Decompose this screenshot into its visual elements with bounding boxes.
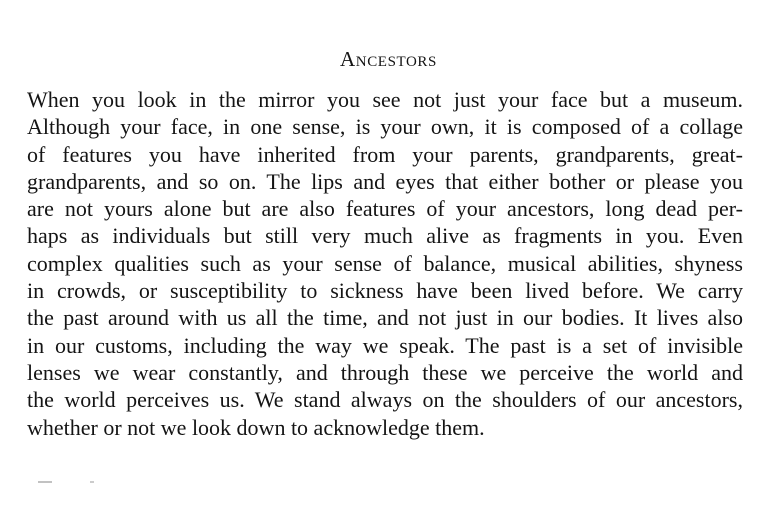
text-line: When you look in the mirror you see not just your face but a museum. — [27, 87, 743, 112]
text-line: Although your face, in one sense, is your own, it is composed of a collage — [27, 114, 743, 140]
text-line: whether or not we look down to acknowledge them. — [27, 414, 485, 440]
text-line: lenses we wear constantly, and through these we perceive the world and — [27, 359, 743, 385]
text-line: of features you have inherited from your parents, grandparents, great- — [27, 141, 743, 167]
scan-artifact — [38, 481, 108, 483]
text-line: in crowds, or susceptibility to sickness have been lived before. We carry — [27, 278, 743, 304]
text-line: in our customs, including the way we speak. The past is a set of invisible — [27, 332, 743, 358]
text-line: the past around with us all the time, and not just in our bodies. It lives also — [27, 305, 743, 331]
text-line: are not yours alone but are also features of your ancestors, long dead per- — [27, 196, 743, 222]
text-line: the world perceives us. We stand always on the shoulders of our ancestors, — [27, 387, 743, 413]
text-line: grandparents, and so on. The lips and eyes that either bother or please you — [27, 168, 743, 194]
body-paragraph — [27, 86, 743, 441]
page-title: Ancestors — [340, 47, 437, 71]
text-line: complex qualities such as your sense of balance, musical abilities, shyness — [27, 250, 743, 276]
text-line: haps as individuals but still very much alive as fragments in you. Even — [27, 223, 743, 249]
